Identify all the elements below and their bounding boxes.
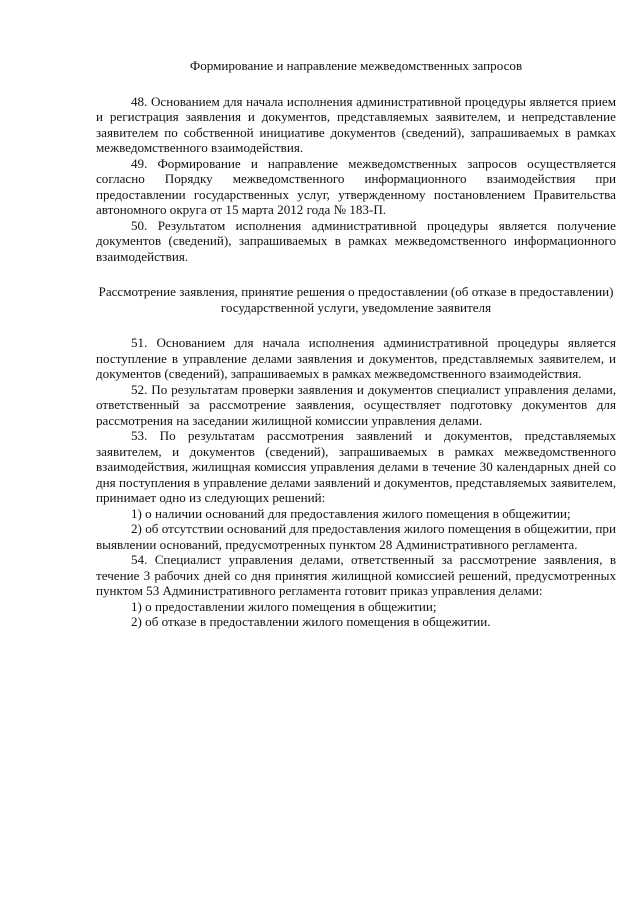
paragraph-53: 53. По результатам рассмотрения заявлений и документов, представляемых заявителем, и документов (сведений), запрашиваемых в рамках межведомственного взаимодействия, жилищная комиссия управления делами в течение 30 календарных дней со дня поступления в управление делами заявлений и документов, представляемых заявителем, принимает одно из следующих решений: (96, 428, 616, 505)
paragraph-54: 54. Специалист управления делами, ответственный за рассмотрение заявления, в течение 3 рабочих дней со дня принятия жилищной комиссией решений, предусмотренных пунктом 53 Административного регламента готовит приказ управления делами: (96, 552, 616, 598)
document-page (96, 58, 616, 630)
list-item-54-2: 2) об отказе в предоставлении жилого помещения в общежитии. (131, 614, 491, 629)
paragraph-50: 50. Результатом исполнения административной процедуры является получение документов (сведений), запрашиваемых в рамках межведомственного информационного взаимодействия. (96, 217, 616, 264)
list-item-53-2: 2) об отсутствии оснований для предоставления жилого помещения в общежитии, при выявлении оснований, предусмотренных пунктом 28 Административного регламента. (96, 521, 616, 552)
paragraph-52: 52. По результатам проверки заявления и документов специалист управления делами, ответственный за рассмотрение заявления, осуществляет подготовку документов для рассмотрения на заседании жилищной комиссии управления делами. (96, 381, 616, 428)
section-heading-interagency-requests: Формирование и направление межведомственных запросов (189, 58, 523, 73)
paragraph-48: 48. Основанием для начала исполнения административной процедуры является прием и регистрация заявления и документов, представляемых заявителем, и непредставление заявителем по собственной инициативе документов (сведений), запрашиваемых в рамках межведомственного взаимодействия. (96, 93, 616, 155)
paragraph-51: 51. Основанием для начала исполнения административной процедуры является поступление в управление делами заявления и документов, представляемых заявителем, и документов (сведений), запрашиваемых в рамках межведомственного взаимодействия. (96, 335, 616, 381)
paragraph-49: 49. Формирование и направление межведомственных запросов осуществляется согласно Порядку межведомственного информационного взаимодействия при предоставлении государственных услуг, утвержденному постановлением Правительства автономного округа от 15 марта 2012 года № 183-П. (96, 155, 616, 217)
list-item-54-1: 1) о предоставлении жилого помещения в общежитии; (131, 598, 437, 614)
list-item-53-1: 1) о наличии оснований для предоставления жилого помещения в общежитии; (131, 505, 571, 521)
section-heading-application-review: Рассмотрение заявления, принятие решения о предоставлении (об отказе в предоставлении) государственной услуги, уведомление заявителя (98, 284, 614, 315)
